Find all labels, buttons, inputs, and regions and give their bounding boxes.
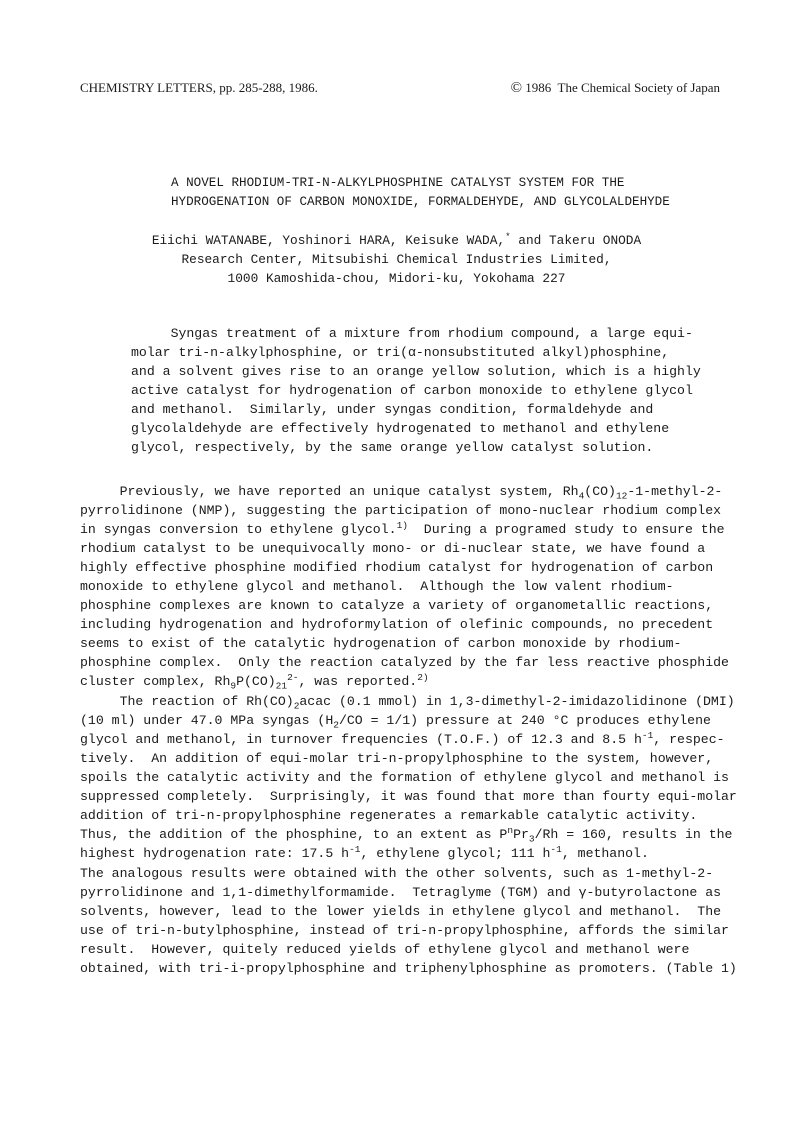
body-line: spoils the catalytic activity and the formation of ethylene glycol and methanol is <box>80 770 729 785</box>
body-line: solvents, however, lead to the lower yields in ethylene glycol and methanol. The <box>80 904 722 919</box>
corresponding-author-mark: * <box>505 230 511 242</box>
reference-marker: 2) <box>417 671 429 683</box>
reference-marker: 1) <box>396 519 408 531</box>
body-line: tively. An addition of equi-molar tri-n-propylphosphine to the system, however, <box>80 751 714 766</box>
abstract-line: glycolaldehyde are effectively hydrogenated to methanol and ethylene <box>131 421 670 436</box>
abstract-line: and a solvent gives rise to an orange yellow solution, which is a highly <box>131 364 701 379</box>
affiliation: Research Center, Mitsubishi Chemical Industries Limited, <box>181 252 612 267</box>
body-line: obtained, with tri-i-propylphosphine and triphenylphosphine as promoters. (Table 1) <box>80 961 737 976</box>
body-line: The reaction of $Rh(CO)_2acac$ (0.1 mmol) in 1,3-dimethyl-2-imidazolidinone (DMI) <box>80 694 735 712</box>
author-names-a: Eiichi WATANABE, Yoshinori HARA, Keisuke WADA, <box>151 233 506 248</box>
body-line: Thus, the addition of the phosphine, to an extent as $P^nPr_3/Rh = 160$, results in the <box>80 824 733 845</box>
abstract-line: active catalyst for hydrogenation of carbon monoxide to ethylene glycol <box>131 383 693 398</box>
copyright-icon: © <box>510 80 523 96</box>
body-line: (10 ml) under 47.0 MPa syngas $(H_2/CO = 1/1)$ pressure at 240 °C produces ethylene <box>80 713 711 731</box>
body-line: pyrrolidinone and 1,1-dimethylformamide. Tetraglyme (TGM) and γ-butyrolactone as <box>80 885 722 900</box>
body-line: seems to exist of the catalytic hydrogenation of carbon monoxide by rhodium- <box>80 636 682 651</box>
body-line: pyrrolidinone (NMP), suggesting the participation of mono-nuclear rhodium complex <box>80 503 722 518</box>
body-line: The analogous results were obtained with the other solvents, such as 1-methyl-2- <box>80 866 714 881</box>
body-line: phosphine complexes are known to catalyze a variety of organometallic reactions, <box>80 598 714 613</box>
body-line: highest hydrogenation rate: 17.5 $h^{-1}$, ethylene glycol; 111 $h^{-1}$, methanol. <box>80 843 649 861</box>
body-line: phosphine complex. Only the reaction catalyzed by the far less reactive phosphide <box>80 655 729 670</box>
title-line-1: A NOVEL RHODIUM-TRI-N-ALKYLPHOSPHINE CATALYST SYSTEM FOR THE <box>171 176 625 190</box>
author-names <box>0 230 793 248</box>
copyright-notice <box>511 80 720 97</box>
body-line: highly effective phosphine modified rhodium catalyst for hydrogenation of carbon <box>80 560 714 575</box>
copyright-text: 1986 The Chemical Society of Japan <box>522 80 720 95</box>
body-line: result. However, quitely reduced yields of ethylene glycol and methanol were <box>80 942 690 957</box>
body-line: addition of tri-n-propylphosphine regenerates a remarkable catalytic activity. <box>80 808 698 823</box>
abstract-line: and methanol. Similarly, under syngas condition, formaldehyde and <box>131 402 654 417</box>
journal-citation: CHEMISTRY LETTERS, pp. 285-288, 1986. <box>80 80 318 95</box>
address: 1000 Kamoshida-chou, Midori-ku, Yokohama 227 <box>227 271 566 286</box>
title-line-2: HYDROGENATION OF CARBON MONOXIDE, FORMALDEHYDE, AND GLYCOLALDEHYDE <box>171 195 670 209</box>
body-line: in syngas conversion to ethylene glycol.$^{1)}$ During a programed study to ensure the <box>80 519 725 537</box>
abstract-line: Syngas treatment of a mixture from rhodium compound, a large equi- <box>131 326 693 341</box>
body-line: monoxide to ethylene glycol and methanol. Although the low valent rhodium- <box>80 579 674 594</box>
abstract-line: glycol, respectively, by the same orange yellow catalyst solution. <box>131 440 654 455</box>
body-line: use of tri-n-butylphosphine, instead of tri-n-propylphosphine, affords the similar <box>80 923 729 938</box>
body-line: Previously, we have reported an unique catalyst system, $Rh_4(CO)_{12}-1-methyl-2-$ <box>80 484 723 502</box>
body-line: suppressed completely. Surprisingly, it was found that more than fourty equi-molar <box>80 789 737 804</box>
body-line: rhodium catalyst to be unequivocally mono- or di-nuclear state, we have found a <box>80 541 706 556</box>
author-names-b: and Takeru ONODA <box>510 233 642 248</box>
abstract-line: molar tri-n-alkylphosphine, or tri(α-nonsubstituted alkyl)phosphine, <box>131 345 670 360</box>
body-line: cluster complex, $Rh_9P(CO)_{21}^{2-}$, was reported.$^{2)}$ <box>80 671 429 692</box>
body-line: including hydrogenation and hydroformylation of olefinic compounds, no precedent <box>80 617 714 632</box>
body-line: glycol and methanol, in turnover frequencies (T.O.F.) of 12.3 and 8.5 $h^{-1}$, respec- <box>80 729 725 747</box>
